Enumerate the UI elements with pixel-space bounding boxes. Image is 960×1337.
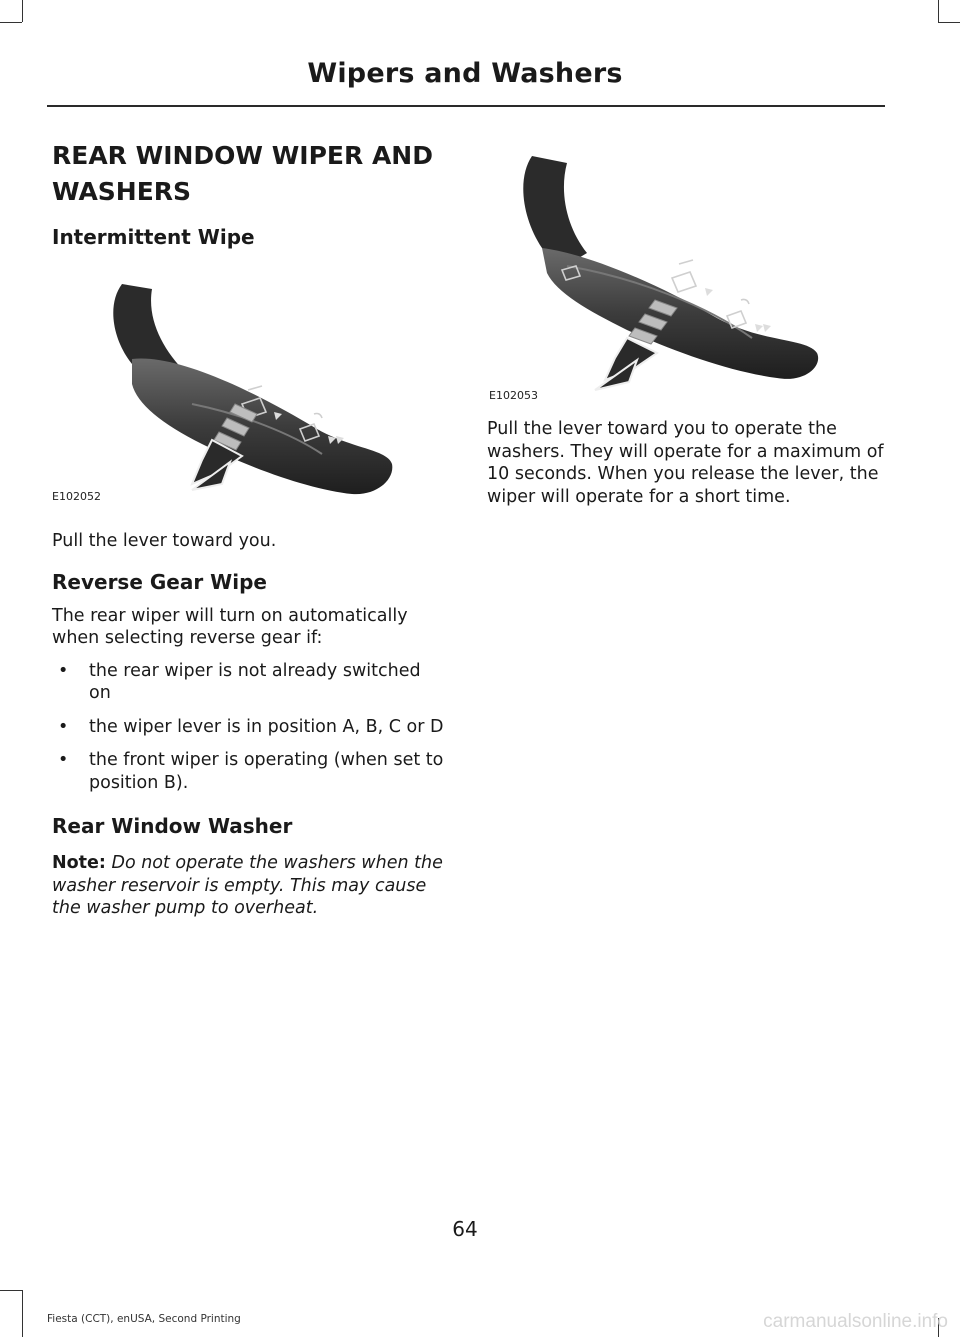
- note-text: Do not operate the washers when the washer reservoir is empty. This may cause the washer pump to overheat.: [52, 853, 443, 918]
- bullet-glyph: •: [58, 716, 69, 737]
- subheading-intermittent-wipe: Intermittent Wipe: [52, 225, 255, 249]
- crop-mark: [938, 0, 939, 22]
- subheading-rear-window-washer: Rear Window Washer: [52, 814, 293, 838]
- crop-mark: [0, 1290, 22, 1291]
- printing-info: Fiesta (CCT), enUSA, Second Printing: [47, 1313, 241, 1325]
- wiper-lever-illustration: [52, 264, 397, 504]
- watermark: carmanualsonline.info: [763, 1311, 948, 1332]
- note-label: Note:: [52, 853, 106, 873]
- list-item-text: the rear wiper is not already switched on: [89, 660, 421, 703]
- crop-mark: [938, 22, 960, 23]
- list-item: [52, 716, 444, 739]
- crop-mark: [22, 0, 23, 22]
- crop-mark: [0, 22, 22, 23]
- figure-id-e102053: E102053: [489, 389, 538, 402]
- figure-id-e102052: E102052: [52, 490, 101, 503]
- reverse-gear-text: The rear wiper will turn on automatically when selecting reverse gear if:: [52, 605, 408, 648]
- right-column: [487, 138, 887, 508]
- list-item: [52, 749, 444, 794]
- figure-washer-operation: [487, 138, 887, 404]
- header-divider: [47, 105, 885, 107]
- page-number: 64: [452, 1217, 478, 1241]
- washer-lever-illustration: [487, 138, 832, 400]
- crop-mark: [22, 1290, 23, 1337]
- subheading-reverse-gear-wipe: Reverse Gear Wipe: [52, 569, 267, 594]
- bullet-glyph: •: [58, 750, 69, 770]
- section-title-line2: WASHERS: [52, 177, 192, 206]
- list-item-text: the wiper lever is in position A, B, C or D: [89, 716, 444, 737]
- left-column: [52, 138, 444, 920]
- section-title-line1: REAR WINDOW WIPER AND: [52, 141, 433, 170]
- list-item: [52, 660, 444, 705]
- list-item-text: the front wiper is operating (when set to position B).: [89, 750, 444, 793]
- note-paragraph: [52, 852, 444, 920]
- page-title: Wipers and Washers: [307, 58, 623, 89]
- washer-operation-text: Pull the lever toward you to operate the washers. They will operate for a maximum of 10 seconds. When you release the lever, the wiper will operate for a short time.: [487, 419, 884, 507]
- figure-intermittent-wipe: [52, 264, 444, 508]
- reverse-conditions-list: [52, 660, 444, 795]
- bullet-glyph: •: [58, 660, 69, 681]
- section-title: [52, 138, 444, 210]
- pull-lever-text: Pull the lever toward you.: [52, 531, 277, 551]
